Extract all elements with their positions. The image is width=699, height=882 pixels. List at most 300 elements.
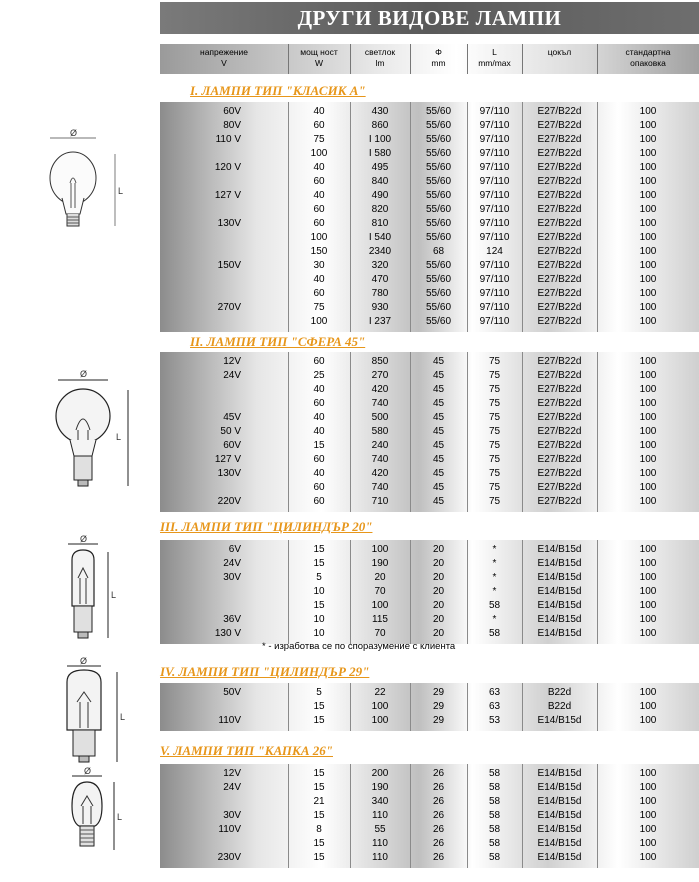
cell-lumen: 495 (371, 162, 389, 173)
cell-power: 15 (313, 852, 325, 863)
table-row (160, 781, 699, 795)
table-row (160, 383, 699, 397)
cell-package: 100 (639, 134, 657, 145)
column-header-row (160, 44, 699, 74)
cell-package: 100 (639, 628, 657, 639)
cell-lumen: 490 (371, 190, 389, 201)
cell-power: 60 (313, 356, 325, 367)
section-title: I. ЛАМПИ ТИП "КЛАСИК А" (190, 83, 366, 98)
column-header-length (467, 44, 522, 74)
table-row (160, 175, 699, 189)
cell-power: 15 (313, 838, 325, 849)
cell-base: E27/B22d (537, 440, 582, 451)
table-row (160, 557, 699, 571)
cell-lumen: 20 (374, 572, 386, 583)
cell-package: 100 (639, 162, 657, 173)
cell-diameter: 20 (432, 628, 445, 639)
cell-diameter: 55/60 (425, 148, 452, 159)
cell-diameter: 55/60 (425, 260, 452, 271)
cell-voltage: 230V (217, 852, 241, 863)
cell-voltage: 24V (223, 558, 241, 569)
cell-package: 100 (639, 440, 657, 451)
cell-lumen: 320 (371, 260, 389, 271)
table-row (160, 481, 699, 495)
cell-base: E14/B15d (537, 838, 582, 849)
diameter-label: Ø (70, 128, 78, 138)
cell-length: * (492, 544, 497, 555)
cell-length: 58 (488, 824, 501, 835)
cell-diameter: 20 (432, 614, 445, 625)
cell-diameter: 20 (432, 544, 445, 555)
cell-voltage: 130V (217, 218, 241, 229)
cell-length: 97/110 (479, 218, 510, 229)
cell-length: 75 (488, 398, 501, 409)
table-row (160, 453, 699, 467)
cell-diameter: 45 (432, 468, 445, 479)
cell-diameter: 55/60 (425, 162, 452, 173)
cell-lumen: 115 (372, 614, 388, 625)
cell-base: E27/B22d (537, 232, 582, 243)
cell-lumen: 100 (371, 715, 389, 726)
cell-base: E27/B22d (537, 398, 582, 409)
cell-base: E14/B15d (537, 796, 582, 807)
cell-length: 97/110 (479, 176, 510, 187)
cell-package: 100 (639, 701, 657, 712)
cell-package: 100 (639, 246, 657, 257)
cell-voltage: 12V (223, 356, 241, 367)
cell-diameter: 55/60 (425, 316, 452, 327)
cell-base: E14/B15d (537, 852, 582, 863)
table-row (160, 585, 699, 599)
cell-package: 100 (639, 204, 657, 215)
column-header-unit: W (314, 58, 324, 68)
cell-lumen: 55 (374, 824, 386, 835)
cell-voltage: 24V (223, 370, 241, 381)
cell-base: E27/B22d (537, 246, 582, 257)
table-row (160, 700, 699, 714)
cell-length: * (492, 572, 497, 583)
cell-length: 75 (488, 440, 501, 451)
cell-lumen: 580 (371, 426, 389, 437)
diameter-label: Ø (80, 656, 88, 666)
column-header-lumen (350, 44, 410, 74)
cell-package: 100 (639, 796, 657, 807)
table-row (160, 161, 699, 175)
cell-package: 100 (639, 412, 657, 423)
cell-length: 75 (488, 370, 501, 381)
cell-package: 100 (639, 572, 657, 583)
cell-power: 40 (313, 412, 325, 423)
cell-package: 100 (639, 600, 657, 611)
column-header-label: L (492, 47, 497, 57)
cell-lumen: 100 (371, 544, 389, 555)
table-row (160, 439, 699, 453)
cell-power: 60 (313, 454, 325, 465)
column-header-label: Φ (435, 47, 442, 57)
column-header-unit: опаковка (630, 58, 666, 68)
cell-voltage: 60V (223, 440, 241, 451)
table-row (160, 231, 699, 245)
cell-power: 75 (313, 134, 325, 145)
cell-voltage: 50 V (220, 426, 241, 437)
cell-power: 60 (313, 218, 325, 229)
table-row (160, 627, 699, 641)
table-row (160, 795, 699, 809)
section-title: III. ЛАМПИ ТИП "ЦИЛИНДЪР 20" (160, 519, 373, 534)
cell-power: 60 (313, 176, 325, 187)
cell-diameter: 45 (432, 384, 445, 395)
lamp-sphere-45-drawing (42, 368, 142, 503)
cell-length: 53 (488, 715, 501, 726)
table-row (160, 397, 699, 411)
cell-lumen: 420 (371, 384, 389, 395)
cell-base: E14/B15d (537, 782, 582, 793)
table-row (160, 613, 699, 627)
cell-power: 40 (313, 426, 325, 437)
cell-power: 15 (313, 782, 325, 793)
cell-lumen: 820 (371, 204, 389, 215)
cell-diameter: 20 (432, 600, 445, 611)
cell-lumen: 190 (371, 558, 389, 569)
table-row (160, 245, 699, 259)
cell-power: 15 (313, 701, 325, 712)
cell-lumen: 740 (371, 482, 389, 493)
cell-lumen: I 540 (368, 232, 392, 243)
cell-power: 10 (313, 614, 325, 625)
table-row (160, 495, 699, 509)
cell-package: 100 (639, 810, 657, 821)
cell-power: 10 (313, 628, 325, 639)
length-label: L (111, 590, 117, 600)
cell-lumen: 22 (374, 687, 386, 698)
cell-length: 124 (486, 246, 503, 257)
cell-lumen: 100 (371, 701, 389, 712)
cell-base: E27/B22d (537, 148, 582, 159)
cell-base: E14/B15d (537, 810, 582, 821)
table-row (160, 203, 699, 217)
cell-voltage: 220V (217, 496, 241, 507)
cell-package: 100 (639, 190, 657, 201)
cell-package: 100 (639, 398, 657, 409)
cell-diameter: 55/60 (425, 274, 452, 285)
cell-power: 15 (313, 440, 325, 451)
cell-base: E27/B22d (537, 426, 582, 437)
cell-base: E27/B22d (537, 370, 582, 381)
cell-length: 97/110 (479, 120, 510, 131)
cell-lumen: 110 (372, 852, 388, 863)
cell-power: 15 (313, 768, 325, 779)
cell-length: 75 (488, 454, 501, 465)
cell-package: 100 (639, 558, 657, 569)
cell-length: 97/110 (479, 260, 510, 271)
cell-package: 100 (639, 544, 657, 555)
cell-lumen: 740 (371, 454, 389, 465)
cell-package: 100 (639, 356, 657, 367)
cell-base: E14/B15d (537, 558, 582, 569)
column-header-label: напрежение (200, 47, 248, 57)
cell-voltage: 24V (223, 782, 241, 793)
cell-diameter: 45 (432, 426, 445, 437)
table-row (160, 189, 699, 203)
cell-voltage: 270V (217, 302, 241, 313)
table-row (160, 714, 699, 728)
cell-diameter: 26 (432, 838, 445, 849)
diameter-label: Ø (80, 369, 88, 379)
column-header-label: цокъл (547, 47, 572, 57)
cell-length: 97/110 (479, 106, 510, 117)
cell-power: 60 (313, 120, 325, 131)
page-title-bar (160, 2, 699, 34)
cell-lumen: 500 (371, 412, 389, 423)
cell-diameter: 45 (432, 496, 445, 507)
cell-length: 97/110 (479, 316, 510, 327)
cell-base: E14/B15d (537, 768, 582, 779)
cell-lumen: 430 (371, 106, 389, 117)
cell-package: 100 (639, 852, 657, 863)
cell-length: 75 (488, 482, 501, 493)
cell-package: 100 (639, 482, 657, 493)
cell-base: E27/B22d (537, 482, 582, 493)
cell-diameter: 45 (432, 440, 445, 451)
cell-lumen: 2340 (368, 246, 392, 257)
cell-voltage: 127 V (214, 190, 241, 201)
diameter-label: Ø (80, 534, 88, 544)
cell-diameter: 55/60 (425, 232, 452, 243)
cell-package: 100 (639, 614, 657, 625)
cell-power: 40 (313, 468, 325, 479)
cell-package: 100 (639, 838, 657, 849)
cell-power: 60 (313, 288, 325, 299)
cell-voltage: 60V (223, 106, 241, 117)
cell-base: E27/B22d (537, 106, 582, 117)
lamp-classic-a-drawing (40, 128, 140, 248)
cell-lumen: 420 (371, 468, 389, 479)
page-title: ДРУГИ ВИДОВЕ ЛАМПИ (297, 6, 562, 30)
cell-length: 75 (488, 468, 501, 479)
cell-package: 100 (639, 768, 657, 779)
cell-power: 60 (313, 398, 325, 409)
cell-base: E27/B22d (537, 176, 582, 187)
cell-base: E14/B15d (537, 600, 582, 611)
column-header-unit: mm/max (478, 58, 511, 68)
cell-diameter: 55/60 (425, 106, 452, 117)
cell-diameter: 29 (432, 715, 445, 726)
cell-length: 97/110 (479, 232, 510, 243)
column-header-package (597, 44, 699, 74)
cell-base: E14/B15d (537, 544, 582, 555)
cell-base: E27/B22d (537, 316, 582, 327)
cell-length: 97/110 (479, 204, 510, 215)
cell-lumen: 110 (372, 810, 388, 821)
cell-voltage: 110V (218, 715, 241, 726)
cell-lumen: 100 (371, 600, 389, 611)
cell-voltage: 45V (223, 412, 241, 423)
cell-diameter: 29 (432, 687, 445, 698)
cell-lumen: I 237 (368, 316, 392, 327)
cell-diameter: 45 (432, 482, 445, 493)
cell-power: 40 (313, 274, 325, 285)
cell-length: 58 (488, 852, 501, 863)
cell-power: 15 (313, 810, 325, 821)
cell-length: 58 (488, 768, 501, 779)
cell-length: 97/110 (479, 274, 510, 285)
cell-length: 58 (488, 628, 501, 639)
table-row (160, 105, 699, 119)
cell-power: 40 (313, 190, 325, 201)
table-row (160, 369, 699, 383)
cell-diameter: 26 (432, 782, 445, 793)
table-row (160, 571, 699, 585)
cell-length: 75 (488, 426, 501, 437)
cell-package: 100 (639, 715, 657, 726)
cell-base: E14/B15d (537, 586, 582, 597)
cell-voltage: 130V (217, 468, 241, 479)
column-header-label: мощ ност (300, 47, 338, 57)
cell-length: 75 (488, 412, 501, 423)
lamp-drop-26-drawing (62, 766, 132, 865)
cell-lumen: 710 (371, 496, 389, 507)
cell-base: E14/B15d (537, 715, 582, 726)
cell-base: E27/B22d (537, 218, 582, 229)
cell-length: 97/110 (479, 288, 510, 299)
cell-power: 5 (316, 687, 322, 698)
diameter-label: Ø (84, 766, 92, 776)
cell-base: B22d (547, 687, 572, 698)
cell-power: 100 (310, 316, 328, 327)
cell-package: 100 (639, 106, 657, 117)
cell-diameter: 29 (432, 701, 445, 712)
cell-voltage: 150V (217, 260, 241, 271)
cell-power: 15 (313, 715, 325, 726)
cell-power: 8 (316, 824, 322, 835)
cell-package: 100 (639, 824, 657, 835)
cell-base: E14/B15d (537, 572, 582, 583)
cell-diameter: 26 (432, 768, 445, 779)
cell-diameter: 20 (432, 586, 445, 597)
table-row (160, 315, 699, 329)
cell-voltage: 127 V (214, 454, 241, 465)
cell-diameter: 55/60 (425, 190, 452, 201)
cell-diameter: 26 (432, 810, 445, 821)
table-row (160, 411, 699, 425)
cell-voltage: 50V (223, 687, 241, 698)
column-header-unit: lm (375, 58, 385, 68)
table-row (160, 823, 699, 837)
cell-lumen: 190 (371, 782, 389, 793)
cell-power: 25 (313, 370, 325, 381)
lamp-cylinder-20-drawing (58, 534, 128, 653)
cell-diameter: 45 (432, 398, 445, 409)
cell-lumen: 70 (374, 628, 386, 639)
cell-lumen: 200 (371, 768, 389, 779)
cell-voltage: 120 V (214, 162, 241, 173)
section-title: V. ЛАМПИ ТИП "КАПКА 26" (160, 743, 333, 758)
table-row (160, 119, 699, 133)
length-label: L (116, 432, 122, 442)
table-row (160, 147, 699, 161)
footnote: * - изработва се по споразумение с клиента (262, 641, 456, 652)
cell-diameter: 55/60 (425, 218, 452, 229)
cell-base: E27/B22d (537, 384, 582, 395)
table-row (160, 425, 699, 439)
cell-base: E14/B15d (537, 628, 582, 639)
cell-voltage: 110 V (215, 134, 241, 145)
cell-diameter: 45 (432, 454, 445, 465)
column-header-label: стандартна (625, 47, 671, 57)
cell-base: E27/B22d (537, 302, 582, 313)
cell-package: 100 (639, 148, 657, 159)
cell-voltage: 12V (223, 768, 241, 779)
cell-base: E14/B15d (537, 614, 582, 625)
section-title: IV. ЛАМПИ ТИП "ЦИЛИНДЪР 29" (160, 664, 370, 679)
cell-diameter: 55/60 (425, 302, 452, 313)
cell-package: 100 (639, 218, 657, 229)
cell-base: E14/B15d (537, 824, 582, 835)
cell-package: 100 (639, 586, 657, 597)
section-title: II. ЛАМПИ ТИП "СФЕРА 45" (190, 334, 366, 349)
cell-diameter: 68 (432, 246, 445, 257)
cell-length: 58 (488, 782, 501, 793)
cell-lumen: 740 (371, 398, 389, 409)
cell-power: 150 (310, 246, 328, 257)
cell-length: 58 (488, 810, 501, 821)
cell-power: 40 (313, 162, 325, 173)
cell-lumen: 340 (371, 796, 389, 807)
cell-package: 100 (639, 782, 657, 793)
cell-diameter: 26 (432, 852, 445, 863)
cell-base: E27/B22d (537, 204, 582, 215)
cell-power: 40 (313, 384, 325, 395)
cell-diameter: 45 (432, 370, 445, 381)
cell-diameter: 45 (432, 356, 445, 367)
cell-package: 100 (639, 496, 657, 507)
cell-base: E27/B22d (537, 260, 582, 271)
cell-power: 15 (313, 544, 325, 555)
cell-base: E27/B22d (537, 412, 582, 423)
cell-lumen: 470 (371, 274, 389, 285)
cell-base: E27/B22d (537, 356, 582, 367)
column-header-power (288, 44, 350, 74)
cell-length: 97/110 (479, 302, 510, 313)
cell-length: 63 (488, 687, 501, 698)
cell-length: 97/110 (479, 190, 510, 201)
cell-package: 100 (639, 454, 657, 465)
cell-power: 60 (313, 204, 325, 215)
table-row (160, 301, 699, 315)
table-row (160, 467, 699, 481)
cell-voltage: 6V (228, 544, 241, 555)
column-header-voltage (160, 44, 288, 74)
cell-package: 100 (639, 370, 657, 381)
cell-power: 5 (316, 572, 322, 583)
cell-package: 100 (639, 274, 657, 285)
cell-lumen: 70 (374, 586, 386, 597)
cell-package: 100 (639, 232, 657, 243)
cell-base: E27/B22d (537, 454, 582, 465)
table-row (160, 809, 699, 823)
cell-lumen: 270 (371, 370, 389, 381)
cell-base: E27/B22d (537, 468, 582, 479)
cell-power: 40 (313, 106, 325, 117)
cell-length: 97/110 (479, 148, 510, 159)
cell-length: 58 (488, 838, 501, 849)
cell-base: E27/B22d (537, 288, 582, 299)
table-row (160, 837, 699, 851)
cell-lumen: 840 (371, 176, 389, 187)
cell-package: 100 (639, 687, 657, 698)
table-row (160, 599, 699, 613)
column-header-base (522, 44, 597, 74)
